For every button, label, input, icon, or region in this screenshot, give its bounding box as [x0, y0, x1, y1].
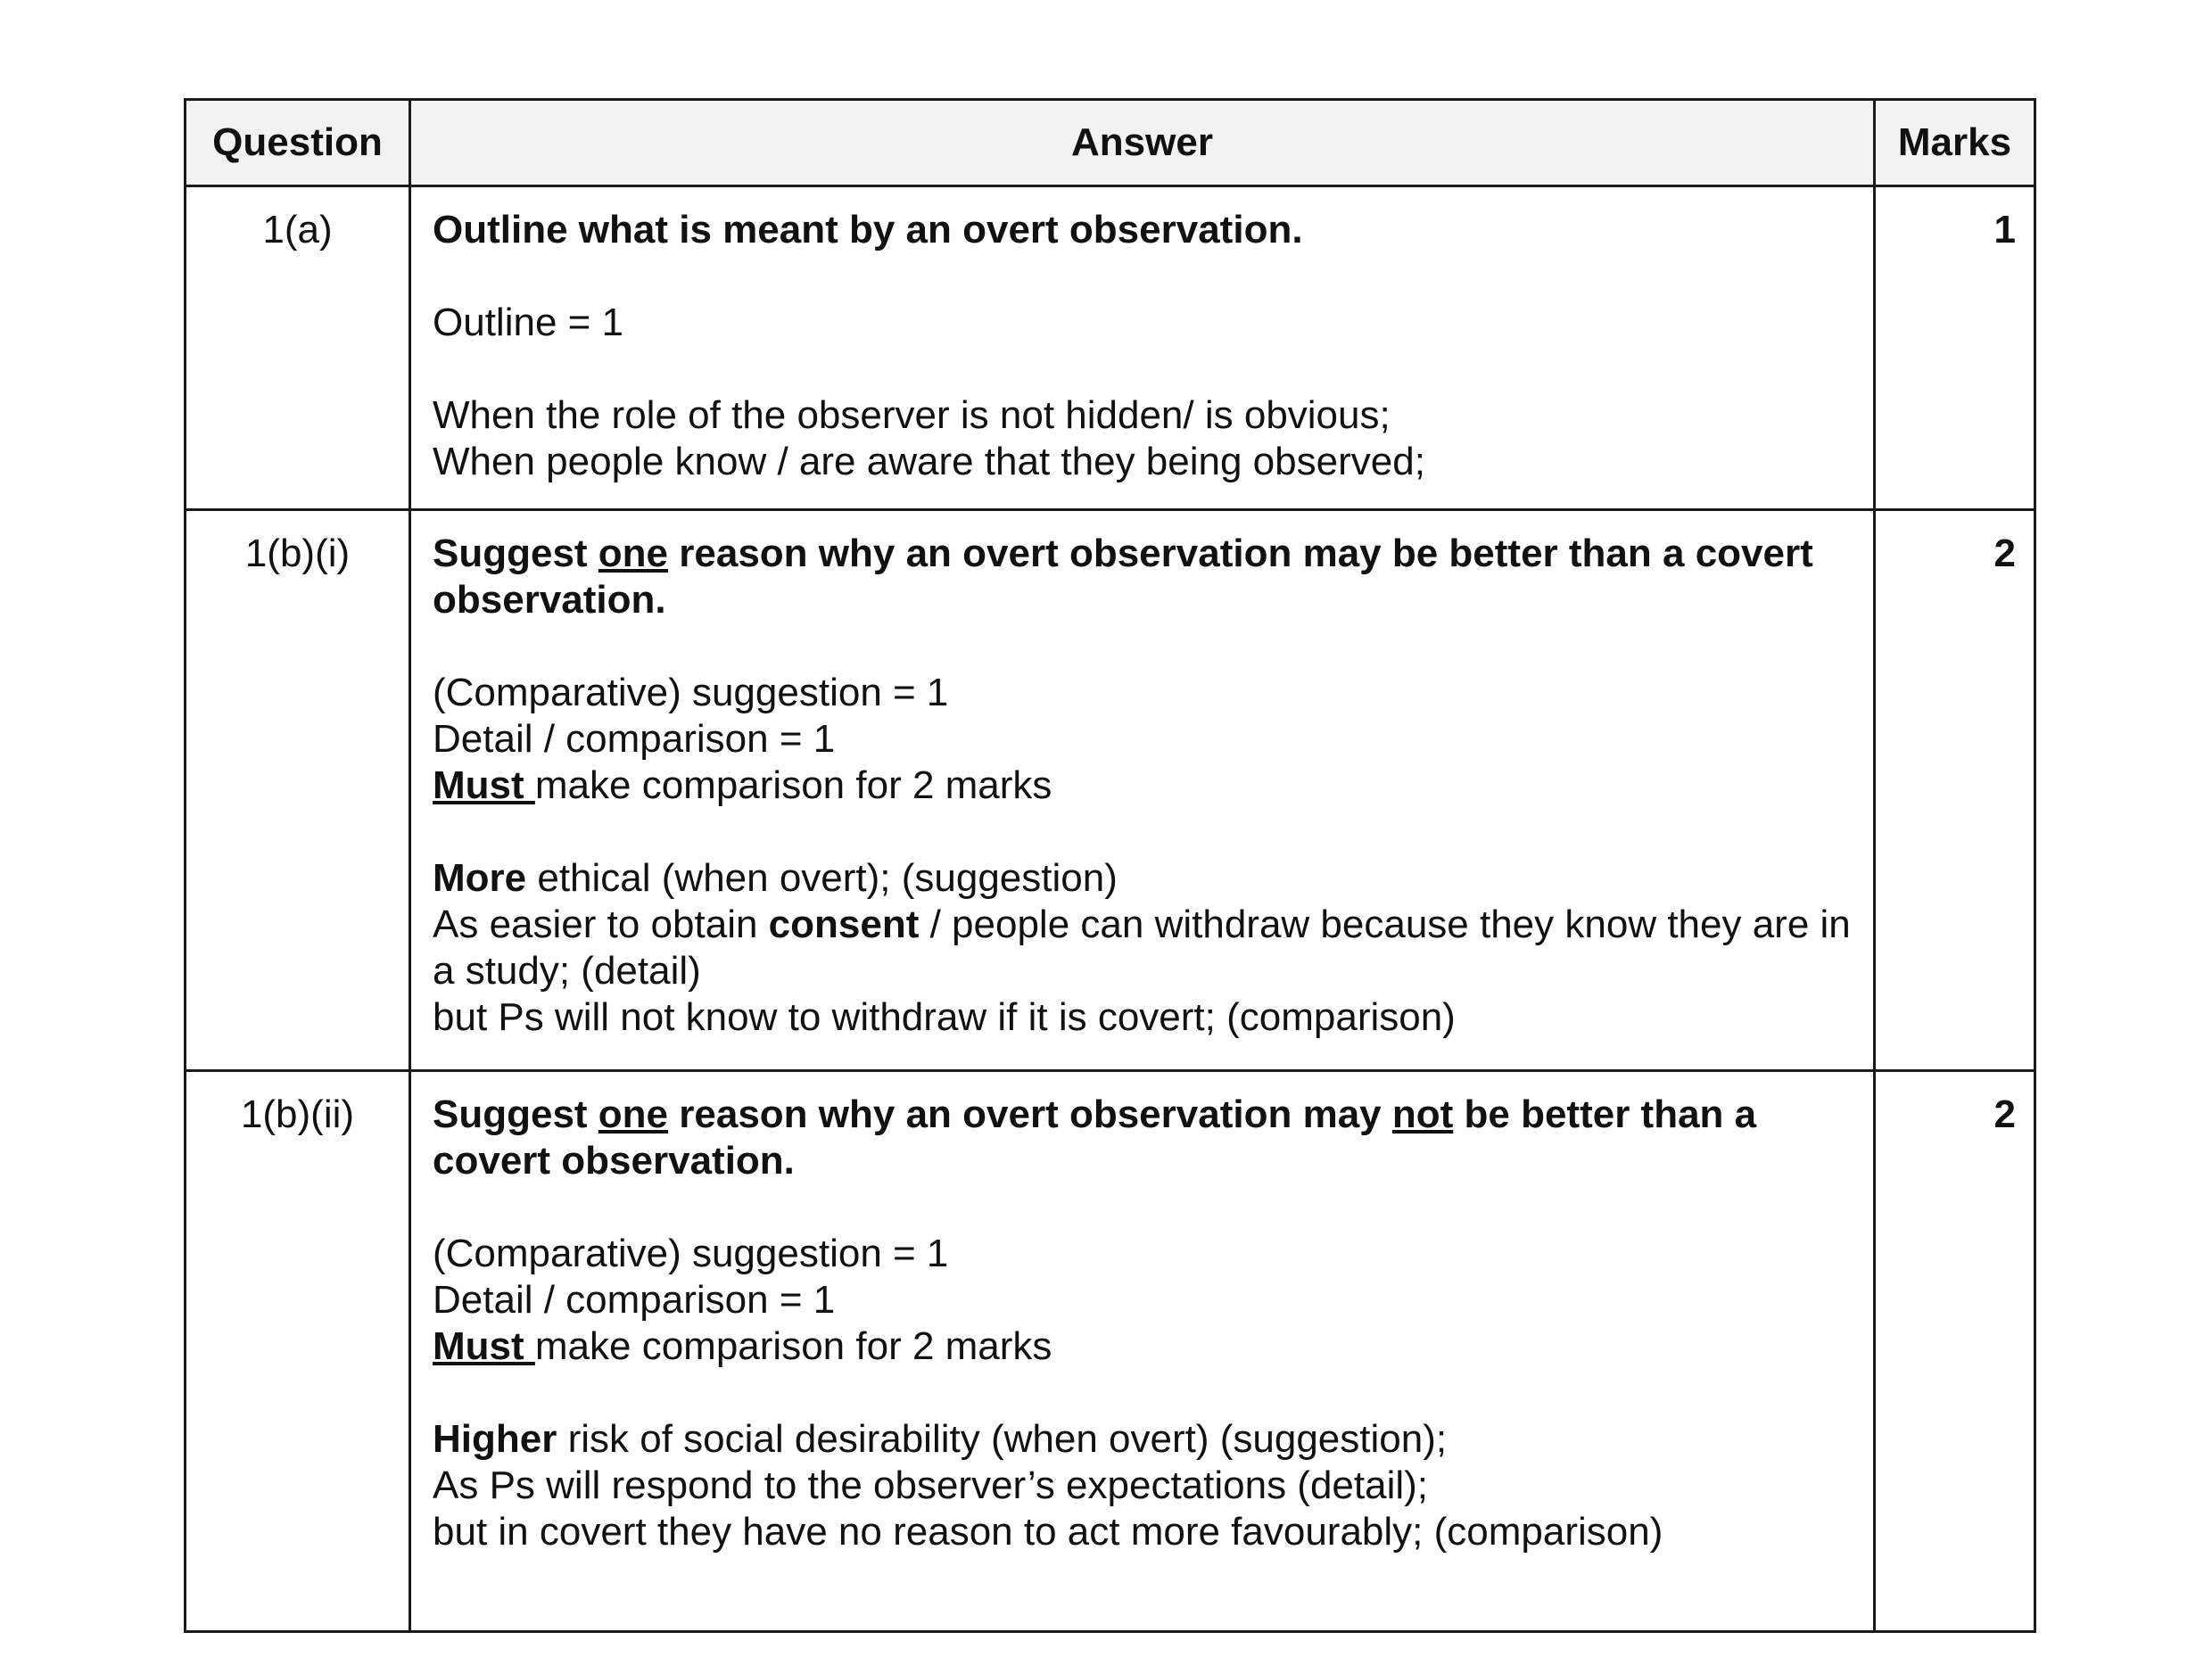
prompt-emphasis: one [598, 532, 669, 575]
table-row [186, 1071, 2035, 1632]
answer-line: but Ps will not know to withdraw if it is covert; (comparison) [433, 995, 1456, 1039]
prompt-emphasis: not [1391, 1092, 1454, 1136]
mark-scheme-table [184, 98, 2036, 1633]
answer-cell [410, 510, 1875, 1071]
marks-value: 2 [1875, 1071, 2035, 1632]
scheme-line: Detail / comparison = 1 [433, 1278, 836, 1322]
answers-block [433, 392, 1855, 485]
prompt-text: Suggest [433, 532, 598, 575]
scheme-line [433, 1323, 1855, 1370]
question-number: 1(b)(ii) [186, 1071, 410, 1632]
scheme-block [433, 670, 1855, 809]
header-answer: Answer [410, 100, 1875, 186]
prompt-text: be better than a covert observation. [433, 1092, 1757, 1183]
answer-line [433, 1416, 1855, 1463]
answer-line [433, 855, 1855, 902]
scheme-line: (Comparative) suggestion = 1 [433, 671, 949, 714]
answer-keyword: More [433, 856, 527, 900]
must-emphasis: Must [433, 763, 535, 807]
scheme-line [433, 763, 1855, 809]
prompt-emphasis: one [598, 1092, 669, 1136]
question-prompt [433, 1092, 1855, 1184]
answer-line: but in covert they have no reason to act more favourably; (comparison) [433, 1510, 1663, 1554]
question-prompt: Outline what is meant by an overt observation. [433, 208, 1303, 251]
answers-block [433, 1416, 1855, 1555]
answer-line: When people know / are aware that they being observed; [433, 440, 1425, 483]
table-row [186, 186, 2035, 510]
header-row [186, 100, 2035, 186]
must-emphasis: Must [433, 1324, 535, 1368]
answer-line: When the role of the observer is not hidden/ is obvious; [433, 393, 1391, 437]
marks-value: 1 [1875, 186, 2035, 510]
scheme-line: Detail / comparison = 1 [433, 717, 836, 761]
answer-line [433, 902, 1855, 994]
answer-cell [410, 186, 1875, 510]
answer-text: ethical (when overt); (suggestion) [526, 856, 1118, 900]
answer-text: As easier to obtain [433, 903, 769, 946]
prompt-text: reason why an overt observation may [668, 1092, 1392, 1136]
scheme-block [433, 300, 1855, 346]
answer-text: risk of social desirability (when overt) (suggestion); [557, 1417, 1448, 1461]
table-row [186, 510, 2035, 1071]
must-text: make comparison for 2 marks [534, 1324, 1052, 1368]
header-question: Question [186, 100, 410, 186]
scheme-line: Outline = 1 [433, 301, 624, 344]
marks-value: 2 [1875, 510, 2035, 1071]
question-number: 1(b)(i) [186, 510, 410, 1071]
answers-block [433, 855, 1855, 1041]
prompt-text: reason why an overt observation may be better than a covert observation. [433, 532, 1813, 622]
scheme-line: (Comparative) suggestion = 1 [433, 1232, 949, 1275]
header-marks: Marks [1875, 100, 2035, 186]
answer-line: As Ps will respond to the observer’s expectations (detail); [433, 1463, 1429, 1507]
scheme-block [433, 1231, 1855, 1370]
question-prompt [433, 531, 1855, 623]
question-number: 1(a) [186, 186, 410, 510]
answer-keyword: Higher [433, 1417, 557, 1461]
must-text: make comparison for 2 marks [534, 763, 1052, 807]
answer-keyword: consent [768, 903, 920, 946]
prompt-text: Suggest [433, 1092, 598, 1136]
answer-cell [410, 1071, 1875, 1632]
answer-text: / people can withdraw because they know they are in a study; (detail) [433, 903, 1851, 993]
